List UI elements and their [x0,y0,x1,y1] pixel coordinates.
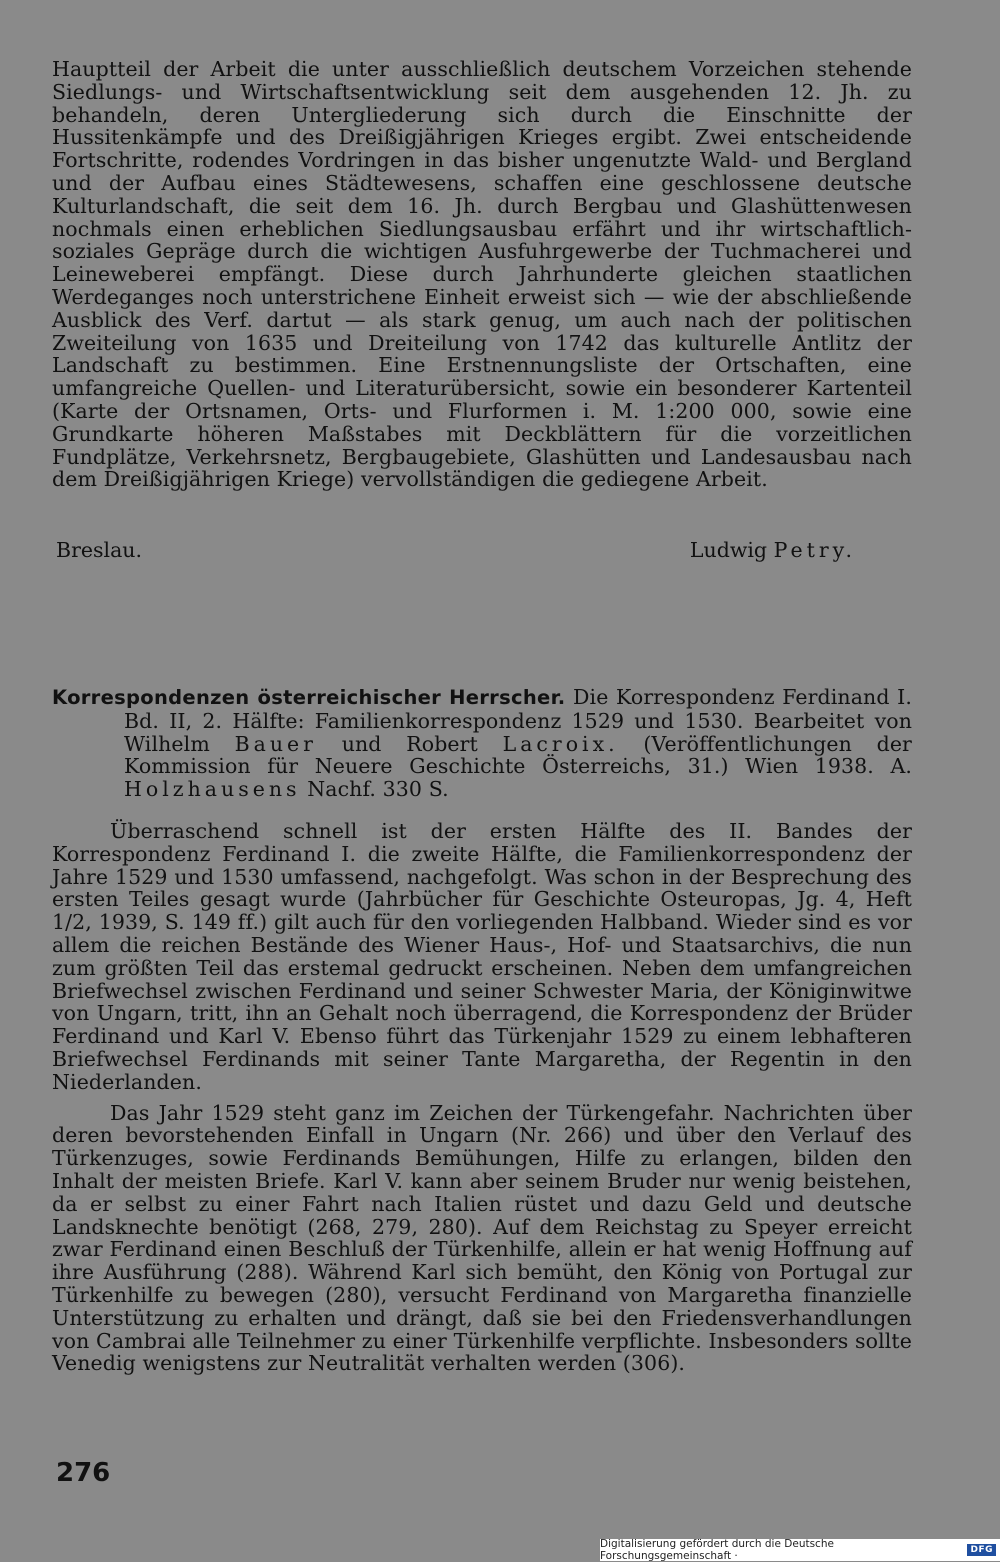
editor-name-2: Lacroix. [502,731,619,756]
publisher-name: Holzhausens [124,777,301,802]
footer-text: Digitalisierung gefördert durch die Deutsche Forschungsgemeinschaft · [600,1538,834,1562]
previous-review-continuation [52,58,912,491]
digitization-footer [600,1539,1000,1561]
citation-text-end: (Veröffentlichungen der Kommission für Neuere Geschichte Österreichs, 31.) Wien 1938. A. [124,731,912,779]
page-number: 276 [56,1458,111,1488]
review-title: Korrespondenzen österreichischer Herrscher. [52,686,566,709]
citation-text: Die Korrespondenz Ferdinand I. Bd. II, 2. Hälfte: Familienkorrespondenz 1529 und 1530. Bearbeitet von Wilhelm [124,685,912,756]
signature-author [690,538,856,562]
citation-text-tail: Nachf. 330 S. [307,777,449,802]
review-body [52,820,912,1375]
dfg-logo-icon: DFG [967,1544,996,1556]
review-heading [52,686,912,801]
review-paragraph-1: Überraschend schnell ist der ersten Hälfte des II. Bandes der Korrespondenz Ferdinand I. die zweite Hälfte, die Familienkorrespondenz der Jahre 1529 und 1530 umfassend, nachgefolgt. Was schon in der Besprechung des ersten Teiles gesagt wurde (Jahrbücher für Geschichte Osteuropas, Jg. 4, Heft 1/2, 1939, S. 149 ff.) gilt auch für den vorliegenden Halbband. Wieder sind es vor allem die reichen Bestände des Wiener Haus-, Hof- und Staatsarchivs, die nun zum größten Teil das erstemal gedruckt erscheinen. Neben dem umfangreichen Briefwechsel zwischen Ferdinand und seiner Schwester Maria, der Königinwitwe von Ungarn, tritt, ihn an Gehalt noch überragend, die Korrespondenz der Brüder Ferdinand und Karl V. Ebenso führt das Türkenjahr 1529 zu einem lebhafteren Briefwechsel Ferdinands mit seiner Tante Margaretha, der Regentin in den Niederlanden. [52,819,912,1094]
editor-name-1: Bauer [234,731,317,756]
review-citation [52,686,912,801]
author-last-name: Petry. [773,538,856,562]
signature-place: Breslau. [56,538,143,562]
citation-text-mid: und Robert [341,731,478,756]
review-paragraph-2: Das Jahr 1529 steht ganz im Zeichen der Türkengefahr. Nachrichten über deren bevorstehenden Einfall in Ungarn (Nr. 266) und über den Verlauf des Türkenzuges, sowie Ferdinands Bemühungen, Hilfe zu erlangen, bilden den Inhalt der meisten Briefe. Karl V. kann aber seinem Bruder nur wenig beistehen, da er selbst zu einer Fahrt nach Italien rüstet und dazu Geld und deutsche Landsknechte benötigt (268, 279, 280). Auf dem Reichstag zu Speyer erreicht zwar Ferdinand einen Beschluß der Türkenhilfe, allein er hat wenig Hoffnung auf ihre Ausführung (288). Während Karl sich bemüht, den König von Portugal zur Türkenhilfe zu bewegen (280), versucht Ferdinand von Margaretha finanzielle Unterstützung zu erhalten und drängt, daß sie bei den Friedensverhandlungen von Cambrai alle Teilnehmer zu einer Türkenhilfe verpflichte. Insbesonders sollte Venedig wenigstens zur Neutralität verhalten werden (306). [52,1100,912,1376]
review-signature [56,538,856,564]
body-paragraph: Hauptteil der Arbeit die unter ausschließlich deutschem Vorzeichen stehende Siedlungs- und Wirtschaftsentwicklung seit dem ausgehenden 12. Jh. zu behandeln, deren Untergliederung sich durch die Einschnitte der Hussitenkämpfe und des Dreißigjährigen Krieges ergibt. Zwei entscheidende Fortschritte, rodendes Vordringen in das bisher ungenutzte Wald- und Bergland und der Aufbau eines Städtewesens, schaffen eine geschlossene deutsche Kulturlandschaft, die seit dem 16. Jh. durch Bergbau und Glashüttenwesen nochmals einen erheblichen Siedlungsausbau erfährt und ihr wirtschaftlich-soziales Gepräge durch die wichtigen Ausfuhrgewerbe der Tuchmacherei und Leineweberei empfängt. Diese durch Jahrhunderte gleichen staatlichen Werdeganges noch unterstrichene Einheit erweist sich — wie der abschließende Ausblick des Verf. dartut — als stark genug, um auch nach der politischen Zweiteilung von 1635 und Dreiteilung von 1742 das kulturelle Antlitz der Landschaft zu bestimmen. Eine Erstnennungsliste der Ortschaften, eine umfangreiche Quellen- und Literaturübersicht, sowie ein besonderer Kartenteil (Karte der Ortsnamen, Orts- und Flurformen i. M. 1:200 000, sowie eine Grundkarte höheren Maßstabes mit Deckblättern für die vorzeitlichen Fundplätze, Verkehrsnetz, Bergbaugebiete, Glashütten und Landesausbau nach dem Dreißigjährigen Kriege) vervollständigen die gediegene Arbeit. [52,57,912,492]
author-first-name: Ludwig [689,538,768,562]
